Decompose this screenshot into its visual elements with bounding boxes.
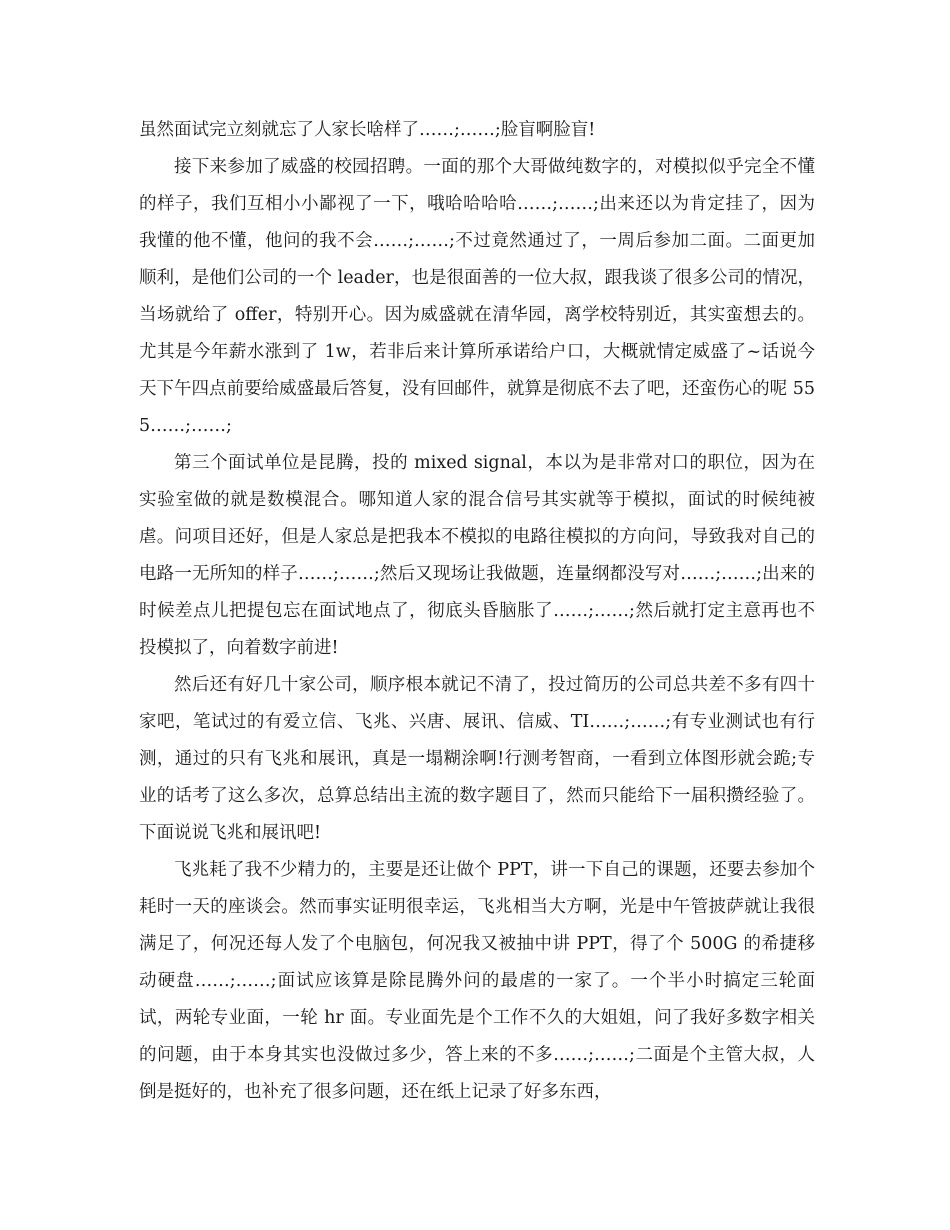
paragraph-1: 虽然面试完立刻就忘了人家长啥样了……;……;脸盲啊脸盲! (139, 120, 596, 140)
paragraph-2: 接下来参加了威盛的校园招聘。一面的那个大哥做纯数字的，对模拟似乎完全不懂的样子，我们互相小小鄙视了一下，哦哈哈哈哈……;……;出来还以为肯定挂了，因为我懂的他不懂，他问的我不会……;……;不过竟然通过了，一周后参加二面。二面更加顺利，是他们公司的一个 leader，也是很面善的一位大叔，跟我谈了很多公司的情况，当场就给了 offer，特别开心。因为威盛就在清华园，离学校特别近，其实蛮想去的。尤其是今年薪水涨到了 1w，若非后来计算所承诺给户口，大概就情定威盛了~话说今天下午四点前要给威盛最后答复，没有回邮件，就算是彻底不去了吧，还蛮伤心的呢 555……;……; (139, 157, 815, 436)
paragraph-3: 第三个面试单位是昆腾，投的 mixed signal，本以为是非常对口的职位，因为在实验室做的就是数模混合。哪知道人家的混合信号其实就等于模拟，面试的时候纯被虐。问项目还好，但是人家总是把我本不模拟的电路往模拟的方向问，导致我对自己的电路一无所知的样子……;……;然后又现场让我做题，连量纲都没写对……;……;出来的时候差点儿把提包忘在面试地点了，彻底头昏脑胀了……;……;然后就打定主意再也不投模拟了，向着数字前进! (139, 453, 815, 658)
document-body (139, 112, 815, 1111)
paragraph-4: 然后还有好几十家公司，顺序根本就记不清了，投过简历的公司总共差不多有四十家吧，笔试过的有爱立信、飞兆、兴唐、展讯、信威、TI……;……;有专业测试也有行测，通过的只有飞兆和展讯，真是一塌糊涂啊!行测考智商，一看到立体图形就会跪;专业的话考了这么多次，总算总结出主流的数字题目了，然而只能给下一届积攒经验了。下面说说飞兆和展讯吧! (139, 675, 815, 843)
paragraph-5: 飞兆耗了我不少精力的，主要是还让做个 PPT，讲一下自己的课题，还要去参加个耗时一天的座谈会。然而事实证明很幸运，飞兆相当大方啊，光是中午管披萨就让我很满足了，何况还每人发了个电脑包，何况我又被抽中讲 PPT，得了个 500G 的希捷移动硬盘……;……;面试应该算是除昆腾外问的最虐的一家了。一个半小时搞定三轮面试，两轮专业面，一轮 hr 面。专业面先是个工作不久的大姐姐，问了我好多数字相关的问题，由于本身其实也没做过多少，答上来的不多……;……;二面是个主管大叔，人倒是挺好的，也补充了很多问题，还在纸上记录了好多东西， (139, 860, 815, 1102)
